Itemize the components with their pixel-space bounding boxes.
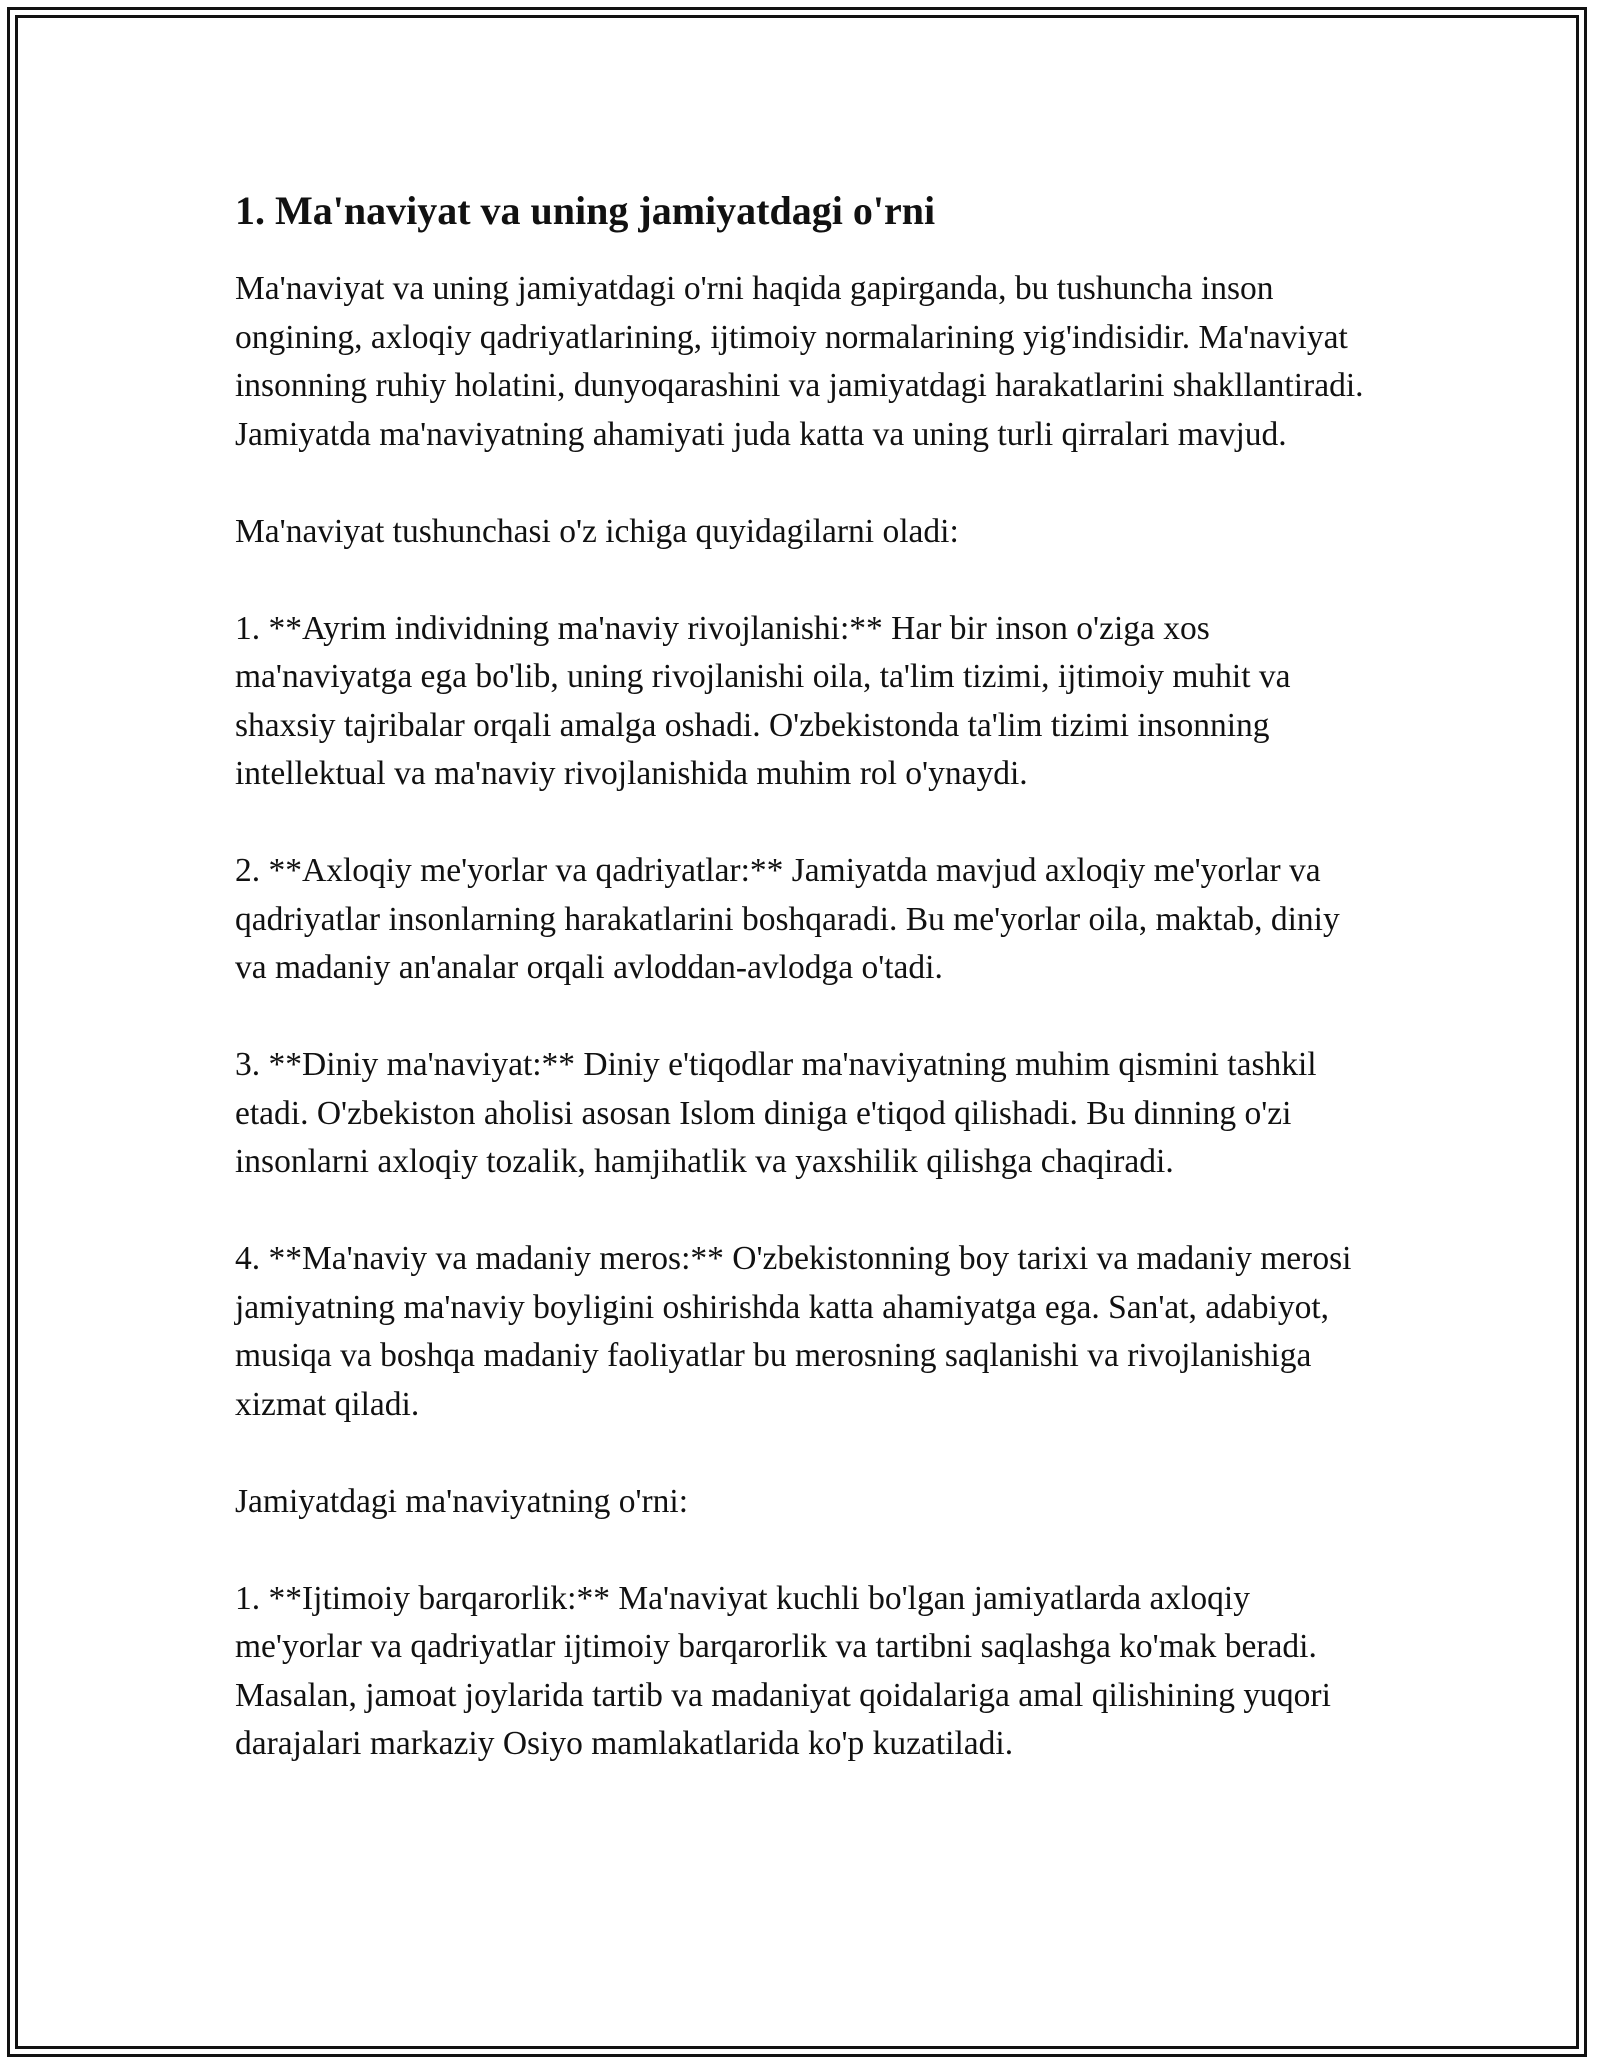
document-body: [235, 185, 1375, 1769]
paragraph-lead-in: Ma'naviyat tushunchasi o'z ichiga quyidagilarni oladi:: [235, 512, 959, 550]
paragraph-role-lead-in: Jamiyatdagi ma'naviyatning o'rni:: [235, 1482, 689, 1520]
list-item-religious-spirituality: 3. **Diniy ma'naviyat:** Diniy e'tiqodlar ma'naviyatning muhim qismini tashkil etadi. O'zbekiston aholisi asosan Islom diniga e'tiqod qilishadi. Bu dinning o'zi insonlarni axloqiy tozalik, hamjihatlik va yaxshilik qilishga chaqiradi.: [235, 1046, 1317, 1180]
list-item-social-stability: 1. **Ijtimoiy barqarorlik:** Ma'naviyat kuchli bo'lgan jamiyatlarda axloqiy me'yorlar va qadriyatlar ijtimoiy barqarorlik va tartibni saqlashga ko'mak beradi. Masalan, jamoat joylarida tartib va madaniyat qoidalariga amal qilishining yuqori darajalari markaziy Osiyo mamlakatlarida ko'p kuzatiladi.: [235, 1579, 1331, 1762]
paragraph-intro: Ma'naviyat va uning jamiyatdagi o'rni haqida gapirganda, bu tushuncha inson ongining, axloqiy qadriyatlarining, ijtimoiy normalarining yig'indisidir. Ma'naviyat insonning ruhiy holatini, dunyoqarashini va jamiyatdagi harakatlarini shakllantiradi. Jamiyatda ma'naviyatning ahamiyati juda katta va uning turli qirralari mavjud.: [235, 270, 1364, 453]
section-heading: 1. Ma'naviyat va uning jamiyatdagi o'rni: [235, 188, 936, 233]
list-item-moral-norms: 2. **Axloqiy me'yorlar va qadriyatlar:** Jamiyatda mavjud axloqiy me'yorlar va qadriyatlar insonlarning harakatlarini boshqaradi. Bu me'yorlar oila, maktab, diniy va madaniy an'analar orqali avloddan-avlodga o'tadi.: [235, 852, 1340, 986]
list-item-cultural-heritage: 4. **Ma'naviy va madaniy meros:** O'zbekistonning boy tarixi va madaniy merosi jamiyatning ma'naviy boyligini oshirishda katta ahamiyatga ega. San'at, adabiyot, musiqa va boshqa madaniy faoliyatlar bu merosning saqlanishi va rivojlanishiga xizmat qiladi.: [235, 1240, 1352, 1423]
list-item-individual-development: 1. **Ayrim individning ma'naviy rivojlanishi:** Har bir inson o'ziga xos ma'naviyatga ega bo'lib, uning rivojlanishi oila, ta'lim tizimi, ijtimoiy muhit va shaxsiy tajribalar orqali amalga oshadi. O'zbekistonda ta'lim tizimi insonning intellektual va ma'naviy rivojlanishida muhim rol o'ynaydi.: [235, 609, 1291, 792]
